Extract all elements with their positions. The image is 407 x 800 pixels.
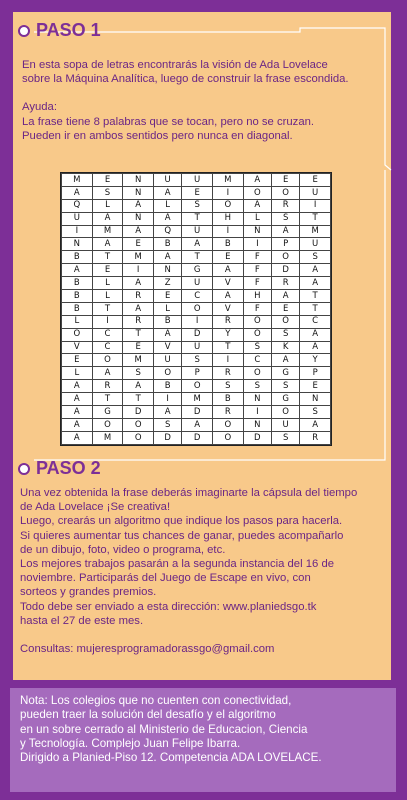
- grid-cell: O: [123, 418, 154, 431]
- grid-cell: O: [243, 328, 271, 341]
- grid-cell: B: [62, 302, 93, 315]
- nota-line: en un sobre cerrado al Ministerio de Educacion, Ciencia: [20, 722, 308, 736]
- grid-cell: A: [213, 264, 244, 277]
- grid-cell: R: [123, 315, 154, 328]
- grid-cell: G: [182, 264, 213, 277]
- nota-line: Nota: Los colegios que no cuenten con conectividad,: [20, 694, 292, 707]
- grid-cell: S: [271, 328, 299, 341]
- grid-cell: L: [154, 199, 182, 212]
- grid-cell: I: [92, 315, 123, 328]
- grid-cell: O: [62, 328, 93, 341]
- grid-cell: E: [300, 380, 331, 393]
- grid-cell: D: [182, 328, 213, 341]
- grid-row: [62, 393, 331, 406]
- grid-row: [62, 380, 331, 393]
- grid-cell: D: [243, 431, 271, 444]
- grid-cell: S: [271, 431, 299, 444]
- nota-line: y Tecnología. Complejo Juan Felipe Ibarra.: [20, 736, 241, 750]
- grid-cell: V: [213, 302, 244, 315]
- grid-cell: F: [243, 251, 271, 264]
- grid-cell: A: [243, 174, 271, 187]
- grid-row: [62, 290, 331, 303]
- ayuda-line: Pueden ir en ambos sentidos pero nunca en diagonal.: [22, 129, 293, 142]
- grid-cell: D: [123, 406, 154, 419]
- grid-cell: T: [123, 328, 154, 341]
- grid-cell: O: [271, 186, 299, 199]
- paso-2-line: Todo debe ser enviado a esta dirección: www.planiedsgo.tk: [20, 600, 317, 613]
- paso-2-line: noviembre. Participarás del Juego de Escape en vivo, con: [20, 572, 311, 585]
- grid-cell: F: [243, 264, 271, 277]
- nota-box: [10, 688, 396, 792]
- grid-cell: A: [62, 431, 93, 444]
- grid-cell: C: [182, 290, 213, 303]
- grid-cell: A: [300, 418, 331, 431]
- grid-cell: I: [182, 315, 213, 328]
- grid-cell: O: [271, 315, 299, 328]
- grid-cell: E: [123, 238, 154, 251]
- grid-cell: A: [92, 238, 123, 251]
- nota-text: [20, 694, 392, 765]
- grid-cell: E: [271, 174, 299, 187]
- grid-cell: S: [243, 341, 271, 354]
- grid-cell: H: [243, 290, 271, 303]
- grid-row: [62, 264, 331, 277]
- grid-row: [62, 238, 331, 251]
- grid-cell: A: [300, 264, 331, 277]
- paso-2-line: de Ada Lovelace ¡Se creativa!: [20, 501, 171, 514]
- grid-row: [62, 199, 331, 212]
- grid-row: [62, 186, 331, 199]
- grid-cell: R: [213, 406, 244, 419]
- grid-cell: Y: [213, 328, 244, 341]
- grid-cell: M: [92, 225, 123, 238]
- grid-cell: T: [300, 212, 331, 225]
- grid-row: [62, 315, 331, 328]
- grid-cell: V: [213, 277, 244, 290]
- grid-cell: L: [62, 315, 93, 328]
- grid-cell: L: [92, 290, 123, 303]
- grid-cell: L: [92, 199, 123, 212]
- grid-cell: T: [92, 251, 123, 264]
- grid-cell: A: [154, 406, 182, 419]
- grid-cell: T: [300, 290, 331, 303]
- grid-cell: Q: [154, 225, 182, 238]
- grid-cell: S: [182, 354, 213, 367]
- grid-cell: A: [154, 328, 182, 341]
- grid-cell: A: [123, 225, 154, 238]
- grid-cell: U: [182, 225, 213, 238]
- grid-cell: O: [243, 367, 271, 380]
- grid-row: [62, 406, 331, 419]
- paso-1-intro-line: sobre la Máquina Analítica, luego de construir la frase escondida.: [22, 73, 349, 86]
- grid-cell: T: [182, 212, 213, 225]
- grid-cell: T: [123, 393, 154, 406]
- grid-cell: U: [154, 174, 182, 187]
- grid-cell: C: [92, 328, 123, 341]
- grid-cell: E: [213, 251, 244, 264]
- grid-cell: T: [92, 302, 123, 315]
- grid-cell: M: [213, 174, 244, 187]
- grid-cell: O: [271, 251, 299, 264]
- grid-cell: L: [154, 302, 182, 315]
- paso-2-line: de un dibujo, foto, video o programa, etc.: [20, 543, 226, 556]
- grid-cell: U: [271, 418, 299, 431]
- grid-cell: B: [213, 238, 244, 251]
- grid-row: [62, 174, 331, 187]
- grid-cell: A: [62, 406, 93, 419]
- grid-cell: N: [62, 238, 93, 251]
- grid-cell: S: [271, 380, 299, 393]
- grid-cell: M: [300, 225, 331, 238]
- grid-cell: F: [243, 302, 271, 315]
- grid-cell: O: [243, 186, 271, 199]
- grid-cell: R: [92, 380, 123, 393]
- grid-cell: A: [62, 418, 93, 431]
- grid-cell: U: [182, 341, 213, 354]
- grid-cell: M: [182, 393, 213, 406]
- grid-cell: N: [243, 418, 271, 431]
- grid-cell: A: [92, 367, 123, 380]
- grid-cell: L: [62, 367, 93, 380]
- grid-cell: C: [92, 341, 123, 354]
- grid-cell: O: [243, 315, 271, 328]
- grid-cell: A: [123, 302, 154, 315]
- grid-row: [62, 341, 331, 354]
- grid-cell: N: [123, 212, 154, 225]
- grid-cell: V: [154, 341, 182, 354]
- grid-cell: S: [154, 418, 182, 431]
- grid-cell: P: [182, 367, 213, 380]
- grid-cell: G: [271, 393, 299, 406]
- grid-cell: C: [243, 354, 271, 367]
- grid-cell: A: [123, 380, 154, 393]
- grid-cell: O: [182, 380, 213, 393]
- grid-cell: I: [213, 225, 244, 238]
- grid-cell: P: [271, 238, 299, 251]
- grid-cell: Y: [300, 354, 331, 367]
- grid-row: [62, 367, 331, 380]
- grid-cell: N: [123, 186, 154, 199]
- grid-cell: D: [271, 264, 299, 277]
- paso-1-title: PASO 1: [36, 20, 101, 40]
- grid-cell: R: [271, 199, 299, 212]
- grid-cell: D: [154, 431, 182, 444]
- grid-cell: A: [300, 341, 331, 354]
- grid-cell: D: [182, 431, 213, 444]
- grid-cell: O: [92, 354, 123, 367]
- grid-cell: V: [62, 341, 93, 354]
- grid-cell: R: [300, 431, 331, 444]
- paso-1-intro-line: En esta sopa de letras encontrarás la visión de Ada Lovelace: [22, 59, 328, 71]
- grid-cell: S: [300, 406, 331, 419]
- grid-cell: S: [182, 199, 213, 212]
- grid-cell: B: [154, 238, 182, 251]
- grid-row: [62, 418, 331, 431]
- grid-cell: E: [300, 174, 331, 187]
- grid-cell: I: [243, 406, 271, 419]
- grid-cell: M: [123, 251, 154, 264]
- grid-cell: G: [92, 406, 123, 419]
- nota-line: pueden traer la solución del desafío y el algoritmo: [20, 708, 276, 722]
- grid-cell: P: [300, 367, 331, 380]
- grid-cell: S: [123, 367, 154, 380]
- grid-cell: Z: [154, 277, 182, 290]
- grid-cell: C: [300, 315, 331, 328]
- grid-cell: I: [243, 238, 271, 251]
- paso-2-line: Una vez obtenida la frase deberás imaginarte la cápsula del tiempo: [20, 487, 358, 499]
- grid-cell: N: [243, 393, 271, 406]
- grid-cell: H: [213, 212, 244, 225]
- grid-cell: O: [154, 367, 182, 380]
- grid-cell: I: [213, 354, 244, 367]
- word-search-grid: [60, 172, 332, 446]
- grid-cell: A: [154, 212, 182, 225]
- grid-cell: E: [123, 341, 154, 354]
- grid-cell: A: [243, 199, 271, 212]
- grid-cell: R: [271, 277, 299, 290]
- grid-cell: A: [62, 186, 93, 199]
- grid-cell: N: [123, 174, 154, 187]
- paso-2-line: hasta el 27 de este mes.: [20, 614, 144, 627]
- grid-cell: I: [300, 199, 331, 212]
- grid-cell: M: [62, 174, 93, 187]
- grid-cell: T: [300, 302, 331, 315]
- grid-cell: A: [271, 290, 299, 303]
- grid-cell: A: [62, 380, 93, 393]
- grid-cell: S: [213, 380, 244, 393]
- consultas-email: Consultas: mujeresprogramadorassgo@gmail.com: [20, 643, 275, 656]
- grid-cell: U: [300, 238, 331, 251]
- grid-cell: B: [62, 277, 93, 290]
- grid-cell: N: [243, 225, 271, 238]
- grid-cell: L: [92, 277, 123, 290]
- grid-cell: R: [213, 367, 244, 380]
- grid-cell: S: [300, 251, 331, 264]
- grid-cell: G: [271, 367, 299, 380]
- grid-cell: A: [123, 199, 154, 212]
- grid-cell: O: [213, 431, 244, 444]
- grid-cell: A: [182, 418, 213, 431]
- grid-cell: U: [62, 212, 93, 225]
- grid-cell: D: [182, 406, 213, 419]
- grid-cell: S: [243, 380, 271, 393]
- paso-2-heading: [18, 458, 101, 479]
- grid-cell: E: [182, 186, 213, 199]
- grid-cell: E: [62, 354, 93, 367]
- grid-cell: N: [300, 393, 331, 406]
- ayuda-label: Ayuda:: [22, 101, 57, 114]
- bullet-icon: [18, 25, 30, 37]
- grid-cell: O: [182, 302, 213, 315]
- grid-cell: A: [182, 238, 213, 251]
- grid-row: [62, 277, 331, 290]
- grid-cell: F: [243, 277, 271, 290]
- grid-cell: B: [62, 290, 93, 303]
- ayuda-line: La frase tiene 8 palabras que se tocan, pero no se cruzan.: [22, 115, 315, 128]
- paso-2-title: PASO 2: [36, 458, 101, 478]
- grid-cell: B: [154, 380, 182, 393]
- grid-row: [62, 225, 331, 238]
- grid-cell: B: [62, 251, 93, 264]
- grid-row: [62, 431, 331, 444]
- grid-cell: U: [154, 354, 182, 367]
- grid-cell: A: [62, 393, 93, 406]
- grid-cell: O: [92, 418, 123, 431]
- grid-cell: Q: [62, 199, 93, 212]
- grid-cell: S: [271, 212, 299, 225]
- grid-cell: L: [243, 212, 271, 225]
- grid-cell: T: [213, 341, 244, 354]
- grid-cell: M: [123, 354, 154, 367]
- nota-line: Dirigido a Planied-Piso 12. Competencia ADA LOVELACE.: [20, 751, 322, 765]
- paso-1-text: [22, 58, 384, 143]
- grid-row: [62, 212, 331, 225]
- paso-2-line: sorteos y grandes premios.: [20, 586, 157, 599]
- grid-cell: M: [92, 431, 123, 444]
- grid-cell: O: [271, 406, 299, 419]
- grid-cell: R: [213, 315, 244, 328]
- grid-cell: A: [123, 277, 154, 290]
- grid-cell: U: [300, 186, 331, 199]
- paso-2-line: Luego, crearás un algoritmo que indique los pasos para hacerla.: [20, 515, 343, 528]
- grid-cell: I: [123, 264, 154, 277]
- grid-row: [62, 354, 331, 367]
- grid-cell: U: [182, 277, 213, 290]
- grid-cell: O: [213, 199, 244, 212]
- grid-cell: E: [92, 264, 123, 277]
- grid-row: [62, 251, 331, 264]
- paso-2-text: [20, 486, 382, 656]
- grid-cell: R: [123, 290, 154, 303]
- paso-2-line: Los mejores trabajos pasarán a la segunda instancia del 16 de: [20, 558, 335, 571]
- grid-cell: E: [271, 302, 299, 315]
- grid-cell: A: [92, 212, 123, 225]
- grid-cell: K: [271, 341, 299, 354]
- paso-1-heading: [18, 20, 101, 41]
- grid-cell: A: [154, 251, 182, 264]
- grid-cell: I: [154, 393, 182, 406]
- grid-cell: T: [92, 393, 123, 406]
- grid-cell: A: [271, 354, 299, 367]
- grid-row: [62, 302, 331, 315]
- grid-cell: T: [182, 251, 213, 264]
- grid-cell: A: [213, 290, 244, 303]
- grid-cell: I: [62, 225, 93, 238]
- grid-cell: A: [300, 328, 331, 341]
- grid-cell: U: [182, 174, 213, 187]
- grid-cell: N: [154, 264, 182, 277]
- grid-cell: B: [154, 315, 182, 328]
- grid-cell: E: [92, 174, 123, 187]
- grid-row: [62, 328, 331, 341]
- grid-cell: A: [271, 225, 299, 238]
- grid-cell: O: [123, 431, 154, 444]
- paso-2-line: Si quieres aumentar tus chances de ganar, puedes acompañarlo: [20, 529, 344, 542]
- bullet-icon: [18, 463, 30, 475]
- grid-cell: A: [154, 186, 182, 199]
- grid-cell: A: [62, 264, 93, 277]
- grid-cell: S: [92, 186, 123, 199]
- grid-cell: O: [213, 418, 244, 431]
- grid-cell: B: [213, 393, 244, 406]
- grid-cell: E: [154, 290, 182, 303]
- grid-cell: I: [213, 186, 244, 199]
- word-search-table: [61, 173, 331, 445]
- grid-cell: A: [300, 277, 331, 290]
